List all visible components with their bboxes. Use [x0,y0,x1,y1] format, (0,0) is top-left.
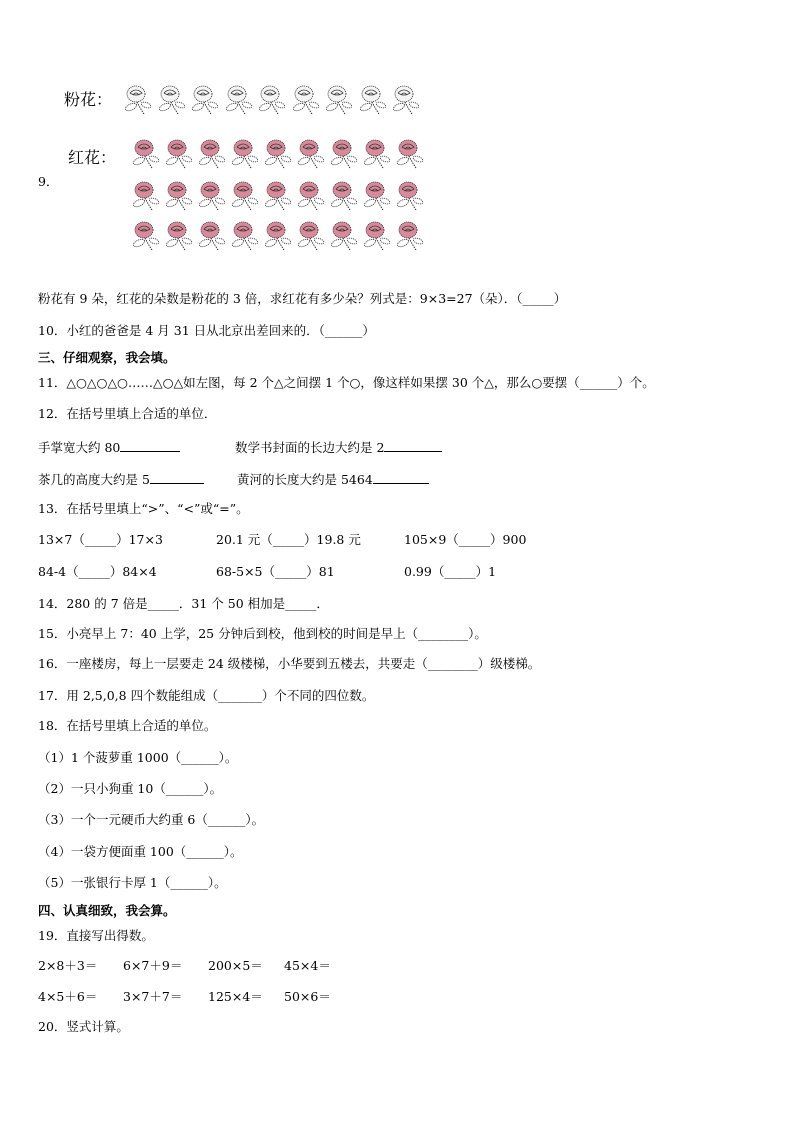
rose-icon [295,220,327,252]
question-10-text: 10．小红的爸爸是 4 月 31 日从北京出差回来的．（______） [38,323,375,338]
q12-row1-b-text: 数学书封面的长边大约是 2 [235,440,385,455]
rose-icon [122,84,154,116]
question-14-text: 14．280 的 7 倍是_____．31 个 50 相加是_____． [38,596,329,611]
q19-row1-item2: 6×7＋9＝ [123,958,183,973]
q12-row2-b-text: 黄河的长度大约是 5464 [237,472,373,487]
rose-icon [295,138,327,170]
question-12-row1-b [235,440,442,455]
question-11-text: 11．△○△○△○……△○△如左图，每 2 个△之间摆 1 个○，像这样如果摆 30 个△，那么○要摆（______）个。 [38,375,655,390]
q19-row1-item1: 2×8＋3＝ [38,958,98,973]
q12-row2-a-text: 茶几的高度大约是 5 [38,472,150,487]
answer-blank[interactable] [373,472,429,484]
question-12-row2-a [38,472,204,487]
rose-icon [390,84,422,116]
question-12-row1-a [38,440,180,455]
question-20-title: 20．竖式计算。 [38,1019,129,1034]
rose-icon [163,220,195,252]
question-19-title: 19．直接写出得数。 [38,928,154,943]
q13-row1-item1: 13×7（_____）17×3 [38,532,163,547]
q19-row2-item2: 3×7＋7＝ [123,989,183,1004]
q19-row1-item3: 200×5＝ [208,958,263,973]
pink-flower-label: 粉花： [64,90,113,109]
rose-icon [196,180,228,212]
pink-flower-row [122,84,424,116]
q13-row2-item2: 68-5×5（_____）81 [216,564,335,579]
rose-icon [394,180,426,212]
rose-icon [357,84,389,116]
q19-row1-item4: 45×4＝ [284,958,331,973]
q18-item-4: （4）一袋方便面重 100（______）。 [38,844,243,859]
rose-icon [361,220,393,252]
rose-icon [163,138,195,170]
question-16-text: 16．一座楼房，每上一层要走 24 级楼梯，小华要到五楼去，共要走（________）级楼梯。 [38,656,541,671]
question-17-text: 17．用 2,5,0,8 四个数能组成（_______）个不同的四位数。 [38,688,375,703]
rose-icon [189,84,221,116]
q19-row2-item4: 50×6＝ [284,989,331,1004]
rose-icon [262,138,294,170]
rose-icon [196,220,228,252]
red-flower-row-2 [130,180,427,212]
rose-icon [290,84,322,116]
q18-item-1: （1）1 个菠萝重 1000（______）。 [38,750,238,765]
rose-icon [223,84,255,116]
q13-row1-item2: 20.1 元（_____）19.8 元 [216,532,361,547]
question-number-9: 9． [38,174,59,189]
q13-row2-item1: 84-4（_____）84×4 [38,564,157,579]
red-flower-row-3 [130,220,427,252]
rose-icon [328,180,360,212]
rose-icon [262,180,294,212]
rose-icon [361,180,393,212]
rose-icon [361,138,393,170]
answer-blank[interactable] [120,440,180,452]
q19-row2-item1: 4×5＋6＝ [38,989,98,1004]
question-9-text: 粉花有 9 朵，红花的朵数是粉花的 3 倍，求红花有多少朵？列式是：9×3=27（朵）．（_____） [38,291,567,306]
question-12-title: 12．在括号里填上合适的单位． [38,406,217,421]
answer-blank[interactable] [384,440,442,452]
rose-icon [196,138,228,170]
q13-row1-item3: 105×9（_____）900 [404,532,527,547]
q18-item-5: （5）一张银行卡厚 1（______）。 [38,875,227,890]
rose-icon [394,220,426,252]
question-15-text: 15．小亮早上 7：40 上学，25 分钟后到校，他到校的时间是早上（________）。 [38,626,487,641]
rose-icon [394,138,426,170]
section-4-title: 四、认真细致，我会算。 [38,903,176,918]
red-flower-label: 红花： [68,148,117,167]
answer-blank[interactable] [150,472,204,484]
rose-icon [156,84,188,116]
q12-row1-a-text: 手掌宽大约 80 [38,440,121,455]
rose-icon [130,180,162,212]
rose-icon [229,180,261,212]
q18-item-2: （2）一只小狗重 10（______）。 [38,781,223,796]
rose-icon [295,180,327,212]
rose-icon [163,180,195,212]
question-18-title: 18．在括号里填上合适的单位。 [38,718,217,733]
red-flower-row-1 [130,138,427,170]
q19-row2-item3: 125×4＝ [208,989,263,1004]
rose-icon [130,220,162,252]
rose-icon [262,220,294,252]
rose-icon [328,138,360,170]
rose-icon [323,84,355,116]
rose-icon [130,138,162,170]
rose-icon [229,138,261,170]
rose-icon [229,220,261,252]
rose-icon [256,84,288,116]
q13-row2-item3: 0.99（_____）1 [404,564,497,579]
question-13-title: 13．在括号里填上“>”、“<”或“=”。 [38,501,249,516]
question-12-row2-b [237,472,429,487]
rose-icon [328,220,360,252]
q18-item-3: （3）一个一元硬币大约重 6（______）。 [38,812,265,827]
section-3-title: 三、仔细观察，我会填。 [38,350,176,365]
